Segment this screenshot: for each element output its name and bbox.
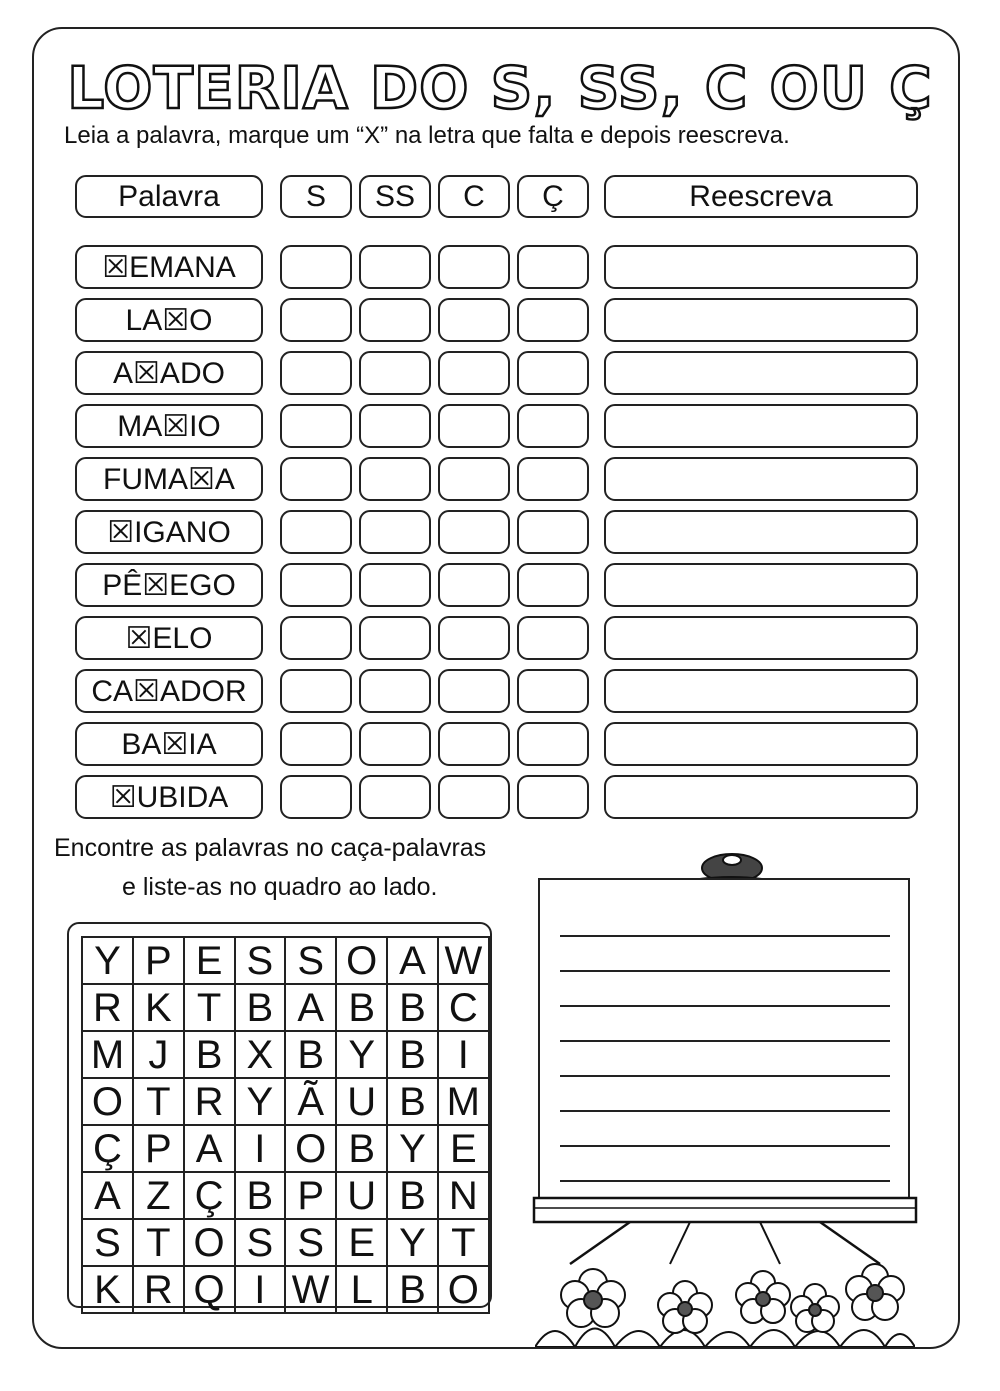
c-cedilla-checkbox[interactable]	[517, 351, 589, 395]
c-cedilla-checkbox[interactable]	[517, 616, 589, 660]
grid-letter[interactable]: O	[336, 937, 387, 984]
word-cell: CA☒ADOR	[75, 669, 263, 713]
grid-letter[interactable]: Ç	[82, 1125, 133, 1172]
answer-line[interactable]	[560, 935, 890, 937]
grid-letter[interactable]: E	[184, 937, 235, 984]
flowers-decoration-icon	[535, 1255, 915, 1347]
grid-letter[interactable]: T	[133, 1078, 184, 1125]
grid-letter[interactable]: W	[438, 937, 489, 984]
grid-letter[interactable]: B	[387, 1031, 438, 1078]
grid-row	[82, 984, 489, 1031]
grid-letter[interactable]: R	[184, 1078, 235, 1125]
answer-line[interactable]	[560, 1075, 890, 1077]
c-checkbox[interactable]	[438, 245, 510, 289]
answer-line[interactable]	[560, 1005, 890, 1007]
grid-letter[interactable]: N	[438, 1172, 489, 1219]
word-cell: FUMA☒A	[75, 457, 263, 501]
grid-letter[interactable]: R	[82, 984, 133, 1031]
grid-letter[interactable]: I	[235, 1266, 286, 1313]
answer-line[interactable]	[560, 1145, 890, 1147]
grid-letter[interactable]: B	[336, 1125, 387, 1172]
grid-letter[interactable]: T	[133, 1219, 184, 1266]
header-rewrite: Reescreva	[604, 175, 918, 218]
ss-checkbox[interactable]	[359, 669, 431, 713]
grid-letter[interactable]: S	[285, 1219, 336, 1266]
c-checkbox[interactable]	[438, 563, 510, 607]
grid-letter[interactable]: U	[336, 1172, 387, 1219]
header-word: Palavra	[75, 175, 263, 218]
grid-letter[interactable]: S	[285, 937, 336, 984]
grid-letter[interactable]: B	[387, 1172, 438, 1219]
grid-letter[interactable]: S	[82, 1219, 133, 1266]
grid-letter[interactable]: Z	[133, 1172, 184, 1219]
header-c: C	[438, 175, 510, 218]
c-checkbox[interactable]	[438, 775, 510, 819]
s-checkbox[interactable]	[280, 510, 352, 554]
word-cell: ☒UBIDA	[75, 775, 263, 819]
grid-letter[interactable]: T	[438, 1219, 489, 1266]
grid-letter[interactable]: O	[184, 1219, 235, 1266]
rewrite-field[interactable]	[604, 457, 918, 501]
grid-letter[interactable]: B	[387, 984, 438, 1031]
grid-letter[interactable]: B	[184, 1031, 235, 1078]
grid-letter[interactable]: Ç	[184, 1172, 235, 1219]
grid-letter[interactable]: B	[235, 1172, 286, 1219]
c-cedilla-checkbox[interactable]	[517, 404, 589, 448]
c-checkbox[interactable]	[438, 616, 510, 660]
grid-letter[interactable]: E	[438, 1125, 489, 1172]
s-checkbox[interactable]	[280, 669, 352, 713]
grid-letter[interactable]: Y	[82, 937, 133, 984]
c-checkbox[interactable]	[438, 351, 510, 395]
word-search-grid	[81, 936, 490, 1314]
ss-checkbox[interactable]	[359, 563, 431, 607]
rewrite-field[interactable]	[604, 616, 918, 660]
grid-letter[interactable]: B	[285, 1031, 336, 1078]
s-checkbox[interactable]	[280, 245, 352, 289]
grid-letter[interactable]: Y	[387, 1125, 438, 1172]
ss-checkbox[interactable]	[359, 457, 431, 501]
s-checkbox[interactable]	[280, 404, 352, 448]
word-cell: MA☒IO	[75, 404, 263, 448]
rewrite-field[interactable]	[604, 563, 918, 607]
s-checkbox[interactable]	[280, 298, 352, 342]
grid-letter[interactable]: P	[133, 1125, 184, 1172]
grid-letter[interactable]: K	[82, 1266, 133, 1313]
puzzle-instruction-line1: Encontre as palavras no caça-palavras	[54, 834, 487, 862]
c-cedilla-checkbox[interactable]	[517, 510, 589, 554]
answer-line[interactable]	[560, 1040, 890, 1042]
c-cedilla-checkbox[interactable]	[517, 245, 589, 289]
ss-checkbox[interactable]	[359, 722, 431, 766]
answer-line[interactable]	[560, 970, 890, 972]
grid-letter[interactable]: Y	[235, 1078, 286, 1125]
grid-letter[interactable]: B	[387, 1266, 438, 1313]
grid-letter[interactable]: C	[438, 984, 489, 1031]
grid-letter[interactable]: A	[184, 1125, 235, 1172]
s-checkbox[interactable]	[280, 563, 352, 607]
answer-line[interactable]	[560, 1110, 890, 1112]
s-checkbox[interactable]	[280, 351, 352, 395]
grid-letter[interactable]: Q	[184, 1266, 235, 1313]
ss-checkbox[interactable]	[359, 775, 431, 819]
ss-checkbox[interactable]	[359, 245, 431, 289]
rewrite-field[interactable]	[604, 298, 918, 342]
grid-letter[interactable]: Y	[336, 1031, 387, 1078]
ss-checkbox[interactable]	[359, 298, 431, 342]
ss-checkbox[interactable]	[359, 616, 431, 660]
grid-letter[interactable]: M	[438, 1078, 489, 1125]
s-checkbox[interactable]	[280, 616, 352, 660]
word-cell: BA☒IA	[75, 722, 263, 766]
rewrite-field[interactable]	[604, 722, 918, 766]
s-checkbox[interactable]	[280, 775, 352, 819]
grid-letter[interactable]: A	[82, 1172, 133, 1219]
grid-letter[interactable]: M	[82, 1031, 133, 1078]
c-checkbox[interactable]	[438, 457, 510, 501]
word-cell: PÊ☒EGO	[75, 563, 263, 607]
rewrite-field[interactable]	[604, 775, 918, 819]
grid-row	[82, 1125, 489, 1172]
c-cedilla-checkbox[interactable]	[517, 563, 589, 607]
grid-letter[interactable]: I	[438, 1031, 489, 1078]
word-cell: ☒ELO	[75, 616, 263, 660]
grid-letter[interactable]: S	[235, 1219, 286, 1266]
c-cedilla-checkbox[interactable]	[517, 457, 589, 501]
grid-letter[interactable]: T	[184, 984, 235, 1031]
c-cedilla-checkbox[interactable]	[517, 722, 589, 766]
c-checkbox[interactable]	[438, 510, 510, 554]
grid-letter[interactable]: K	[133, 984, 184, 1031]
s-checkbox[interactable]	[280, 457, 352, 501]
grid-letter[interactable]: P	[285, 1172, 336, 1219]
answer-board	[538, 878, 910, 1208]
grid-letter[interactable]: U	[336, 1078, 387, 1125]
grid-letter[interactable]: B	[387, 1078, 438, 1125]
grid-letter[interactable]: P	[133, 937, 184, 984]
word-cell: ☒IGANO	[75, 510, 263, 554]
c-checkbox[interactable]	[438, 722, 510, 766]
grid-letter[interactable]: L	[336, 1266, 387, 1313]
answer-line[interactable]	[560, 1180, 890, 1182]
ss-checkbox[interactable]	[359, 404, 431, 448]
header-c-cedilla: Ç	[517, 175, 589, 218]
header-ss: SS	[359, 175, 431, 218]
header-s: S	[280, 175, 352, 218]
grid-letter[interactable]: B	[336, 984, 387, 1031]
word-cell: LA☒O	[75, 298, 263, 342]
page-title: LOTERIA DO S, SS, C OU Ç	[67, 54, 933, 122]
grid-row	[82, 1219, 489, 1266]
word-search-frame	[67, 922, 492, 1312]
grid-letter[interactable]: Ã	[285, 1078, 336, 1125]
grid-letter[interactable]: O	[285, 1125, 336, 1172]
grid-letter[interactable]: S	[235, 937, 286, 984]
grid-letter[interactable]: E	[336, 1219, 387, 1266]
grid-letter[interactable]: Y	[387, 1219, 438, 1266]
grid-letter[interactable]: O	[438, 1266, 489, 1313]
grid-row	[82, 1172, 489, 1219]
grid-letter[interactable]: X	[235, 1031, 286, 1078]
c-cedilla-checkbox[interactable]	[517, 298, 589, 342]
rewrite-field[interactable]	[604, 510, 918, 554]
s-checkbox[interactable]	[280, 722, 352, 766]
c-cedilla-checkbox[interactable]	[517, 669, 589, 713]
grid-row	[82, 1266, 489, 1313]
word-cell: ☒EMANA	[75, 245, 263, 289]
grid-letter[interactable]: O	[82, 1078, 133, 1125]
grid-letter[interactable]: J	[133, 1031, 184, 1078]
grid-letter[interactable]: A	[387, 937, 438, 984]
rewrite-field[interactable]	[604, 351, 918, 395]
grid-row	[82, 1031, 489, 1078]
grid-letter[interactable]: R	[133, 1266, 184, 1313]
word-cell: A☒ADO	[75, 351, 263, 395]
ss-checkbox[interactable]	[359, 510, 431, 554]
c-checkbox[interactable]	[438, 404, 510, 448]
c-checkbox[interactable]	[438, 669, 510, 713]
rewrite-field[interactable]	[604, 669, 918, 713]
grid-letter[interactable]: I	[235, 1125, 286, 1172]
grid-row	[82, 937, 489, 984]
ss-checkbox[interactable]	[359, 351, 431, 395]
instruction-text: Leia a palavra, marque um “X” na letra que falta e depois reescreva.	[64, 122, 790, 149]
c-checkbox[interactable]	[438, 298, 510, 342]
grid-row	[82, 1078, 489, 1125]
grid-letter[interactable]: A	[285, 984, 336, 1031]
grid-letter[interactable]: B	[235, 984, 286, 1031]
c-cedilla-checkbox[interactable]	[517, 775, 589, 819]
rewrite-field[interactable]	[604, 404, 918, 448]
grid-letter[interactable]: W	[285, 1266, 336, 1313]
rewrite-field[interactable]	[604, 245, 918, 289]
puzzle-instruction-line2: e liste-as no quadro ao lado.	[122, 873, 438, 901]
